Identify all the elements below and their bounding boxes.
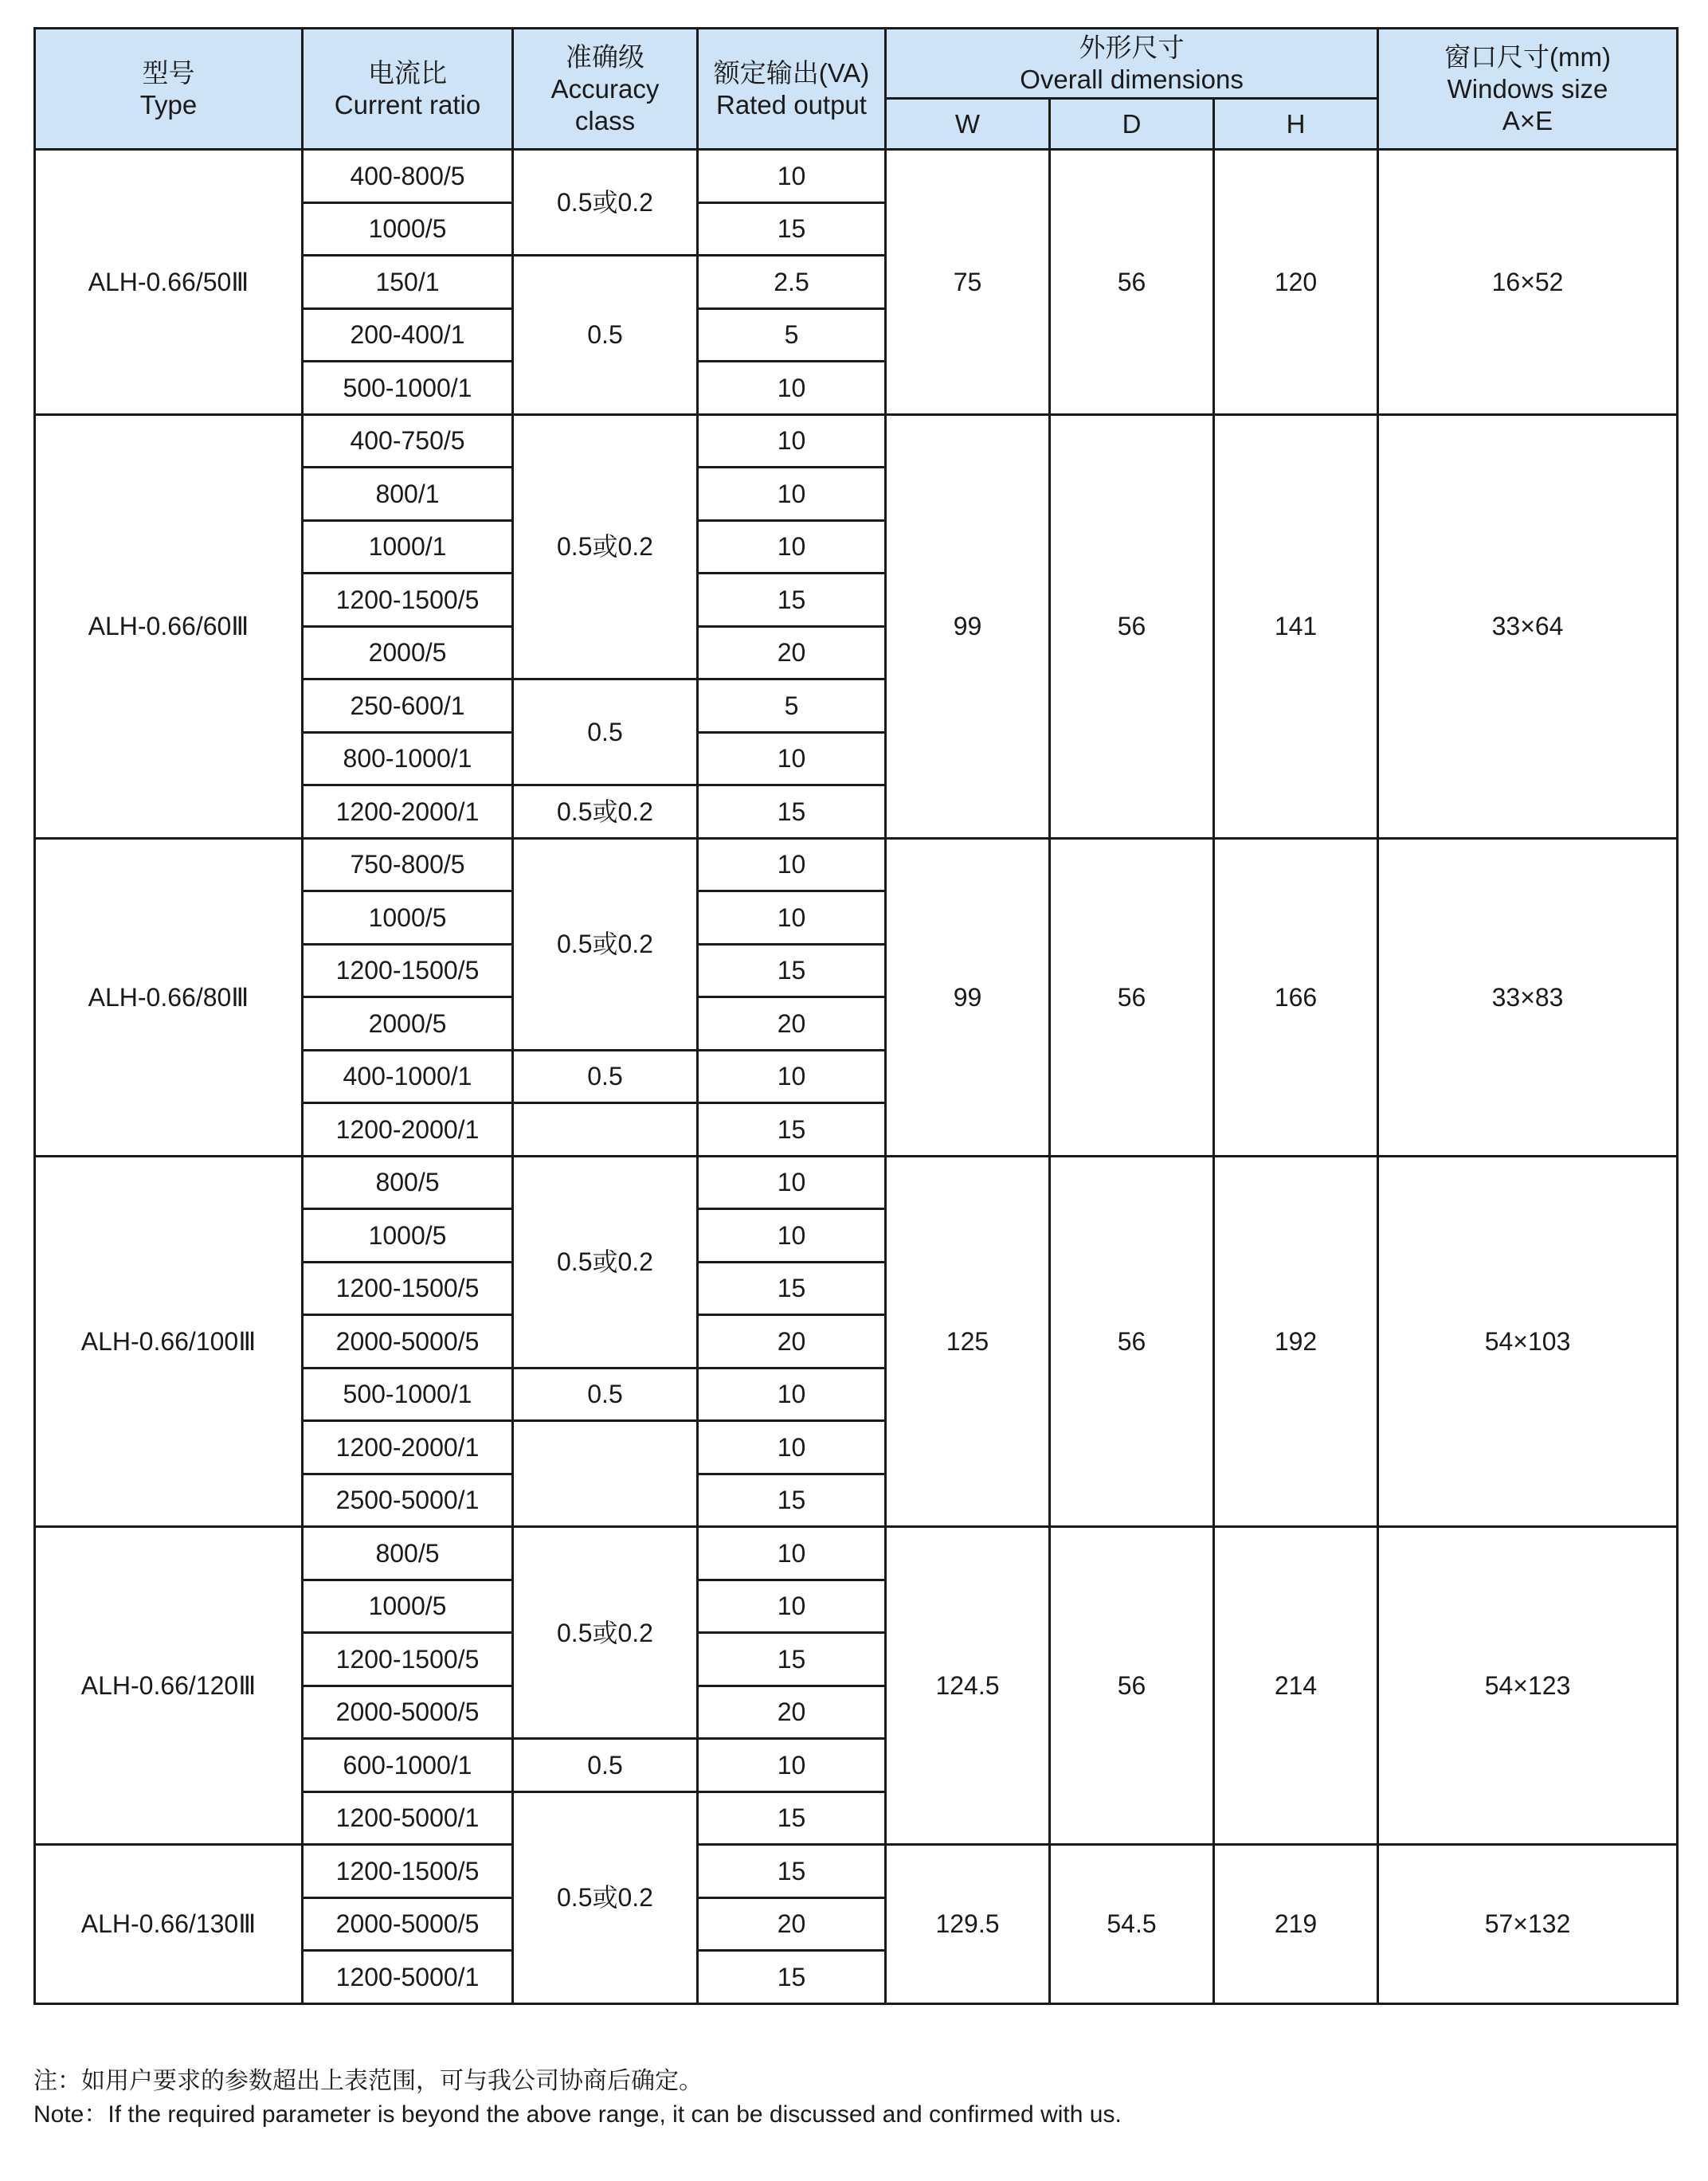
current-ratio-cell: 1200-2000/1 xyxy=(303,785,513,839)
current-ratio-cell: 1000/5 xyxy=(303,202,513,256)
rated-output-cell: 20 xyxy=(698,1897,886,1951)
rated-output-cell: 15 xyxy=(698,1951,886,2004)
spec-table xyxy=(33,27,1679,2005)
dim-h-cell: 192 xyxy=(1214,1156,1378,1527)
current-ratio-cell: 1200-1500/5 xyxy=(303,944,513,997)
rated-output-cell: 15 xyxy=(698,1474,886,1527)
col-rated-output-header: 额定输出(VA) Rated output xyxy=(698,29,886,150)
rated-output-cell: 15 xyxy=(698,1633,886,1686)
current-ratio-cell: 200-400/1 xyxy=(303,308,513,362)
rated-output-cell: 10 xyxy=(698,1368,886,1421)
table-row xyxy=(35,838,1678,891)
current-ratio-cell: 250-600/1 xyxy=(303,679,513,733)
window-size-cell: 54×123 xyxy=(1378,1527,1678,1845)
accuracy-cell: 0.5 xyxy=(513,1050,698,1103)
table-row xyxy=(35,414,1678,468)
accuracy-cell: 0.5 xyxy=(513,1739,698,1792)
footnote-en: Note：If the required parameter is beyond the above range, it can be discussed and confirmed with us. xyxy=(33,2101,1122,2128)
dim-w-cell: 124.5 xyxy=(886,1527,1050,1845)
accuracy-cell: 0.5 xyxy=(513,679,698,785)
rated-output-cell: 10 xyxy=(698,1580,886,1633)
model-type-cell: ALH-0.66/100Ⅲ xyxy=(35,1156,303,1527)
dim-h-cell: 166 xyxy=(1214,838,1378,1156)
accuracy-cell: 0.5或0.2 xyxy=(513,414,698,679)
current-ratio-cell: 1000/5 xyxy=(303,1580,513,1633)
rated-output-cell: 15 xyxy=(698,574,886,627)
col-w-header: W xyxy=(886,99,1050,150)
current-ratio-cell: 2000/5 xyxy=(303,626,513,679)
current-ratio-cell: 2000-5000/5 xyxy=(303,1897,513,1951)
rated-output-cell: 10 xyxy=(698,891,886,945)
current-ratio-cell: 2000-5000/5 xyxy=(303,1315,513,1369)
rated-output-cell: 5 xyxy=(698,308,886,362)
window-size-cell: 54×103 xyxy=(1378,1156,1678,1527)
current-ratio-cell: 800-1000/1 xyxy=(303,732,513,785)
rated-output-cell: 10 xyxy=(698,732,886,785)
dim-h-cell: 120 xyxy=(1214,150,1378,415)
model-type-cell: ALH-0.66/120Ⅲ xyxy=(35,1527,303,1845)
col-window-size-header: 窗口尺寸(mm) Windows size A×E xyxy=(1378,29,1678,150)
accuracy-cell xyxy=(513,1421,698,1527)
accuracy-cell: 0.5或0.2 xyxy=(513,1527,698,1739)
table-body xyxy=(35,150,1678,2004)
rated-output-cell: 10 xyxy=(698,1050,886,1103)
current-ratio-cell: 1200-1500/5 xyxy=(303,1633,513,1686)
col-h-header: H xyxy=(1214,99,1378,150)
rated-output-cell: 15 xyxy=(698,1103,886,1157)
current-ratio-cell: 150/1 xyxy=(303,256,513,309)
rated-output-cell: 20 xyxy=(698,997,886,1051)
rated-output-cell: 10 xyxy=(698,1739,886,1792)
col-overall-dimensions-header: 外形尺寸 Overall dimensions xyxy=(886,29,1378,99)
current-ratio-cell: 2000-5000/5 xyxy=(303,1686,513,1739)
rated-output-cell: 10 xyxy=(698,150,886,203)
rated-output-cell: 10 xyxy=(698,1527,886,1580)
rated-output-cell: 2.5 xyxy=(698,256,886,309)
current-ratio-cell: 1200-2000/1 xyxy=(303,1421,513,1474)
current-ratio-cell: 800/5 xyxy=(303,1527,513,1580)
footnote-cn: 注：如用户要求的参数超出上表范围，可与我公司协商后确定。 xyxy=(33,2068,703,2094)
rated-output-cell: 10 xyxy=(698,520,886,574)
dim-w-cell: 75 xyxy=(886,150,1050,415)
model-type-cell: ALH-0.66/50Ⅲ xyxy=(35,150,303,415)
window-size-cell: 57×132 xyxy=(1378,1845,1678,2004)
dim-d-cell: 56 xyxy=(1050,838,1214,1156)
dim-d-cell: 54.5 xyxy=(1050,1845,1214,2004)
col-accuracy-header: 准确级 Accuracy class xyxy=(513,29,698,150)
current-ratio-cell: 800/1 xyxy=(303,468,513,521)
accuracy-cell: 0.5或0.2 xyxy=(513,1791,698,2003)
current-ratio-cell: 400-800/5 xyxy=(303,150,513,203)
dim-w-cell: 99 xyxy=(886,414,1050,838)
rated-output-cell: 15 xyxy=(698,944,886,997)
dim-d-cell: 56 xyxy=(1050,414,1214,838)
rated-output-cell: 20 xyxy=(698,1315,886,1369)
table-row xyxy=(35,1156,1678,1209)
dim-w-cell: 125 xyxy=(886,1156,1050,1527)
rated-output-cell: 20 xyxy=(698,626,886,679)
current-ratio-cell: 1200-1500/5 xyxy=(303,1262,513,1315)
model-type-cell: ALH-0.66/130Ⅲ xyxy=(35,1845,303,2004)
current-ratio-cell: 2000/5 xyxy=(303,997,513,1051)
current-ratio-cell: 600-1000/1 xyxy=(303,1739,513,1792)
accuracy-cell: 0.5 xyxy=(513,256,698,415)
rated-output-cell: 10 xyxy=(698,1421,886,1474)
dim-w-cell: 129.5 xyxy=(886,1845,1050,2004)
window-size-cell: 33×64 xyxy=(1378,414,1678,838)
accuracy-cell xyxy=(513,1103,698,1157)
table-header xyxy=(35,29,1678,150)
model-type-cell: ALH-0.66/80Ⅲ xyxy=(35,838,303,1156)
dim-d-cell: 56 xyxy=(1050,150,1214,415)
rated-output-cell: 15 xyxy=(698,785,886,839)
col-current-ratio-header: 电流比 Current ratio xyxy=(303,29,513,150)
rated-output-cell: 10 xyxy=(698,1156,886,1209)
current-ratio-cell: 1200-5000/1 xyxy=(303,1791,513,1845)
rated-output-cell: 20 xyxy=(698,1686,886,1739)
rated-output-cell: 10 xyxy=(698,362,886,415)
current-ratio-cell: 1200-1500/5 xyxy=(303,574,513,627)
dim-d-cell: 56 xyxy=(1050,1527,1214,1845)
window-size-cell: 33×83 xyxy=(1378,838,1678,1156)
dim-d-cell: 56 xyxy=(1050,1156,1214,1527)
col-d-header: D xyxy=(1050,99,1214,150)
accuracy-cell: 0.5或0.2 xyxy=(513,150,698,256)
col-type-header: 型号 Type xyxy=(35,29,303,150)
footnote xyxy=(33,2065,1122,2132)
current-ratio-cell: 1000/1 xyxy=(303,520,513,574)
accuracy-cell: 0.5或0.2 xyxy=(513,785,698,839)
current-ratio-cell: 500-1000/1 xyxy=(303,362,513,415)
table-row xyxy=(35,1527,1678,1580)
window-size-cell: 16×52 xyxy=(1378,150,1678,415)
model-type-cell: ALH-0.66/60Ⅲ xyxy=(35,414,303,838)
accuracy-cell: 0.5 xyxy=(513,1368,698,1421)
current-ratio-cell: 800/5 xyxy=(303,1156,513,1209)
current-ratio-cell: 500-1000/1 xyxy=(303,1368,513,1421)
rated-output-cell: 10 xyxy=(698,838,886,891)
current-ratio-cell: 400-750/5 xyxy=(303,414,513,468)
current-ratio-cell: 1000/5 xyxy=(303,1209,513,1263)
table-row xyxy=(35,150,1678,203)
rated-output-cell: 15 xyxy=(698,1262,886,1315)
dim-h-cell: 219 xyxy=(1214,1845,1378,2004)
rated-output-cell: 15 xyxy=(698,1845,886,1898)
current-ratio-cell: 750-800/5 xyxy=(303,838,513,891)
rated-output-cell: 15 xyxy=(698,1791,886,1845)
current-ratio-cell: 2500-5000/1 xyxy=(303,1474,513,1527)
rated-output-cell: 10 xyxy=(698,1209,886,1263)
table-row xyxy=(35,1845,1678,1898)
dim-h-cell: 214 xyxy=(1214,1527,1378,1845)
accuracy-cell: 0.5或0.2 xyxy=(513,838,698,1050)
rated-output-cell: 5 xyxy=(698,679,886,733)
accuracy-cell: 0.5或0.2 xyxy=(513,1156,698,1368)
current-ratio-cell: 1200-2000/1 xyxy=(303,1103,513,1157)
dim-w-cell: 99 xyxy=(886,838,1050,1156)
rated-output-cell: 10 xyxy=(698,468,886,521)
current-ratio-cell: 1200-5000/1 xyxy=(303,1951,513,2004)
current-ratio-cell: 1000/5 xyxy=(303,891,513,945)
rated-output-cell: 15 xyxy=(698,202,886,256)
rated-output-cell: 10 xyxy=(698,414,886,468)
dim-h-cell: 141 xyxy=(1214,414,1378,838)
current-ratio-cell: 1200-1500/5 xyxy=(303,1845,513,1898)
current-ratio-cell: 400-1000/1 xyxy=(303,1050,513,1103)
